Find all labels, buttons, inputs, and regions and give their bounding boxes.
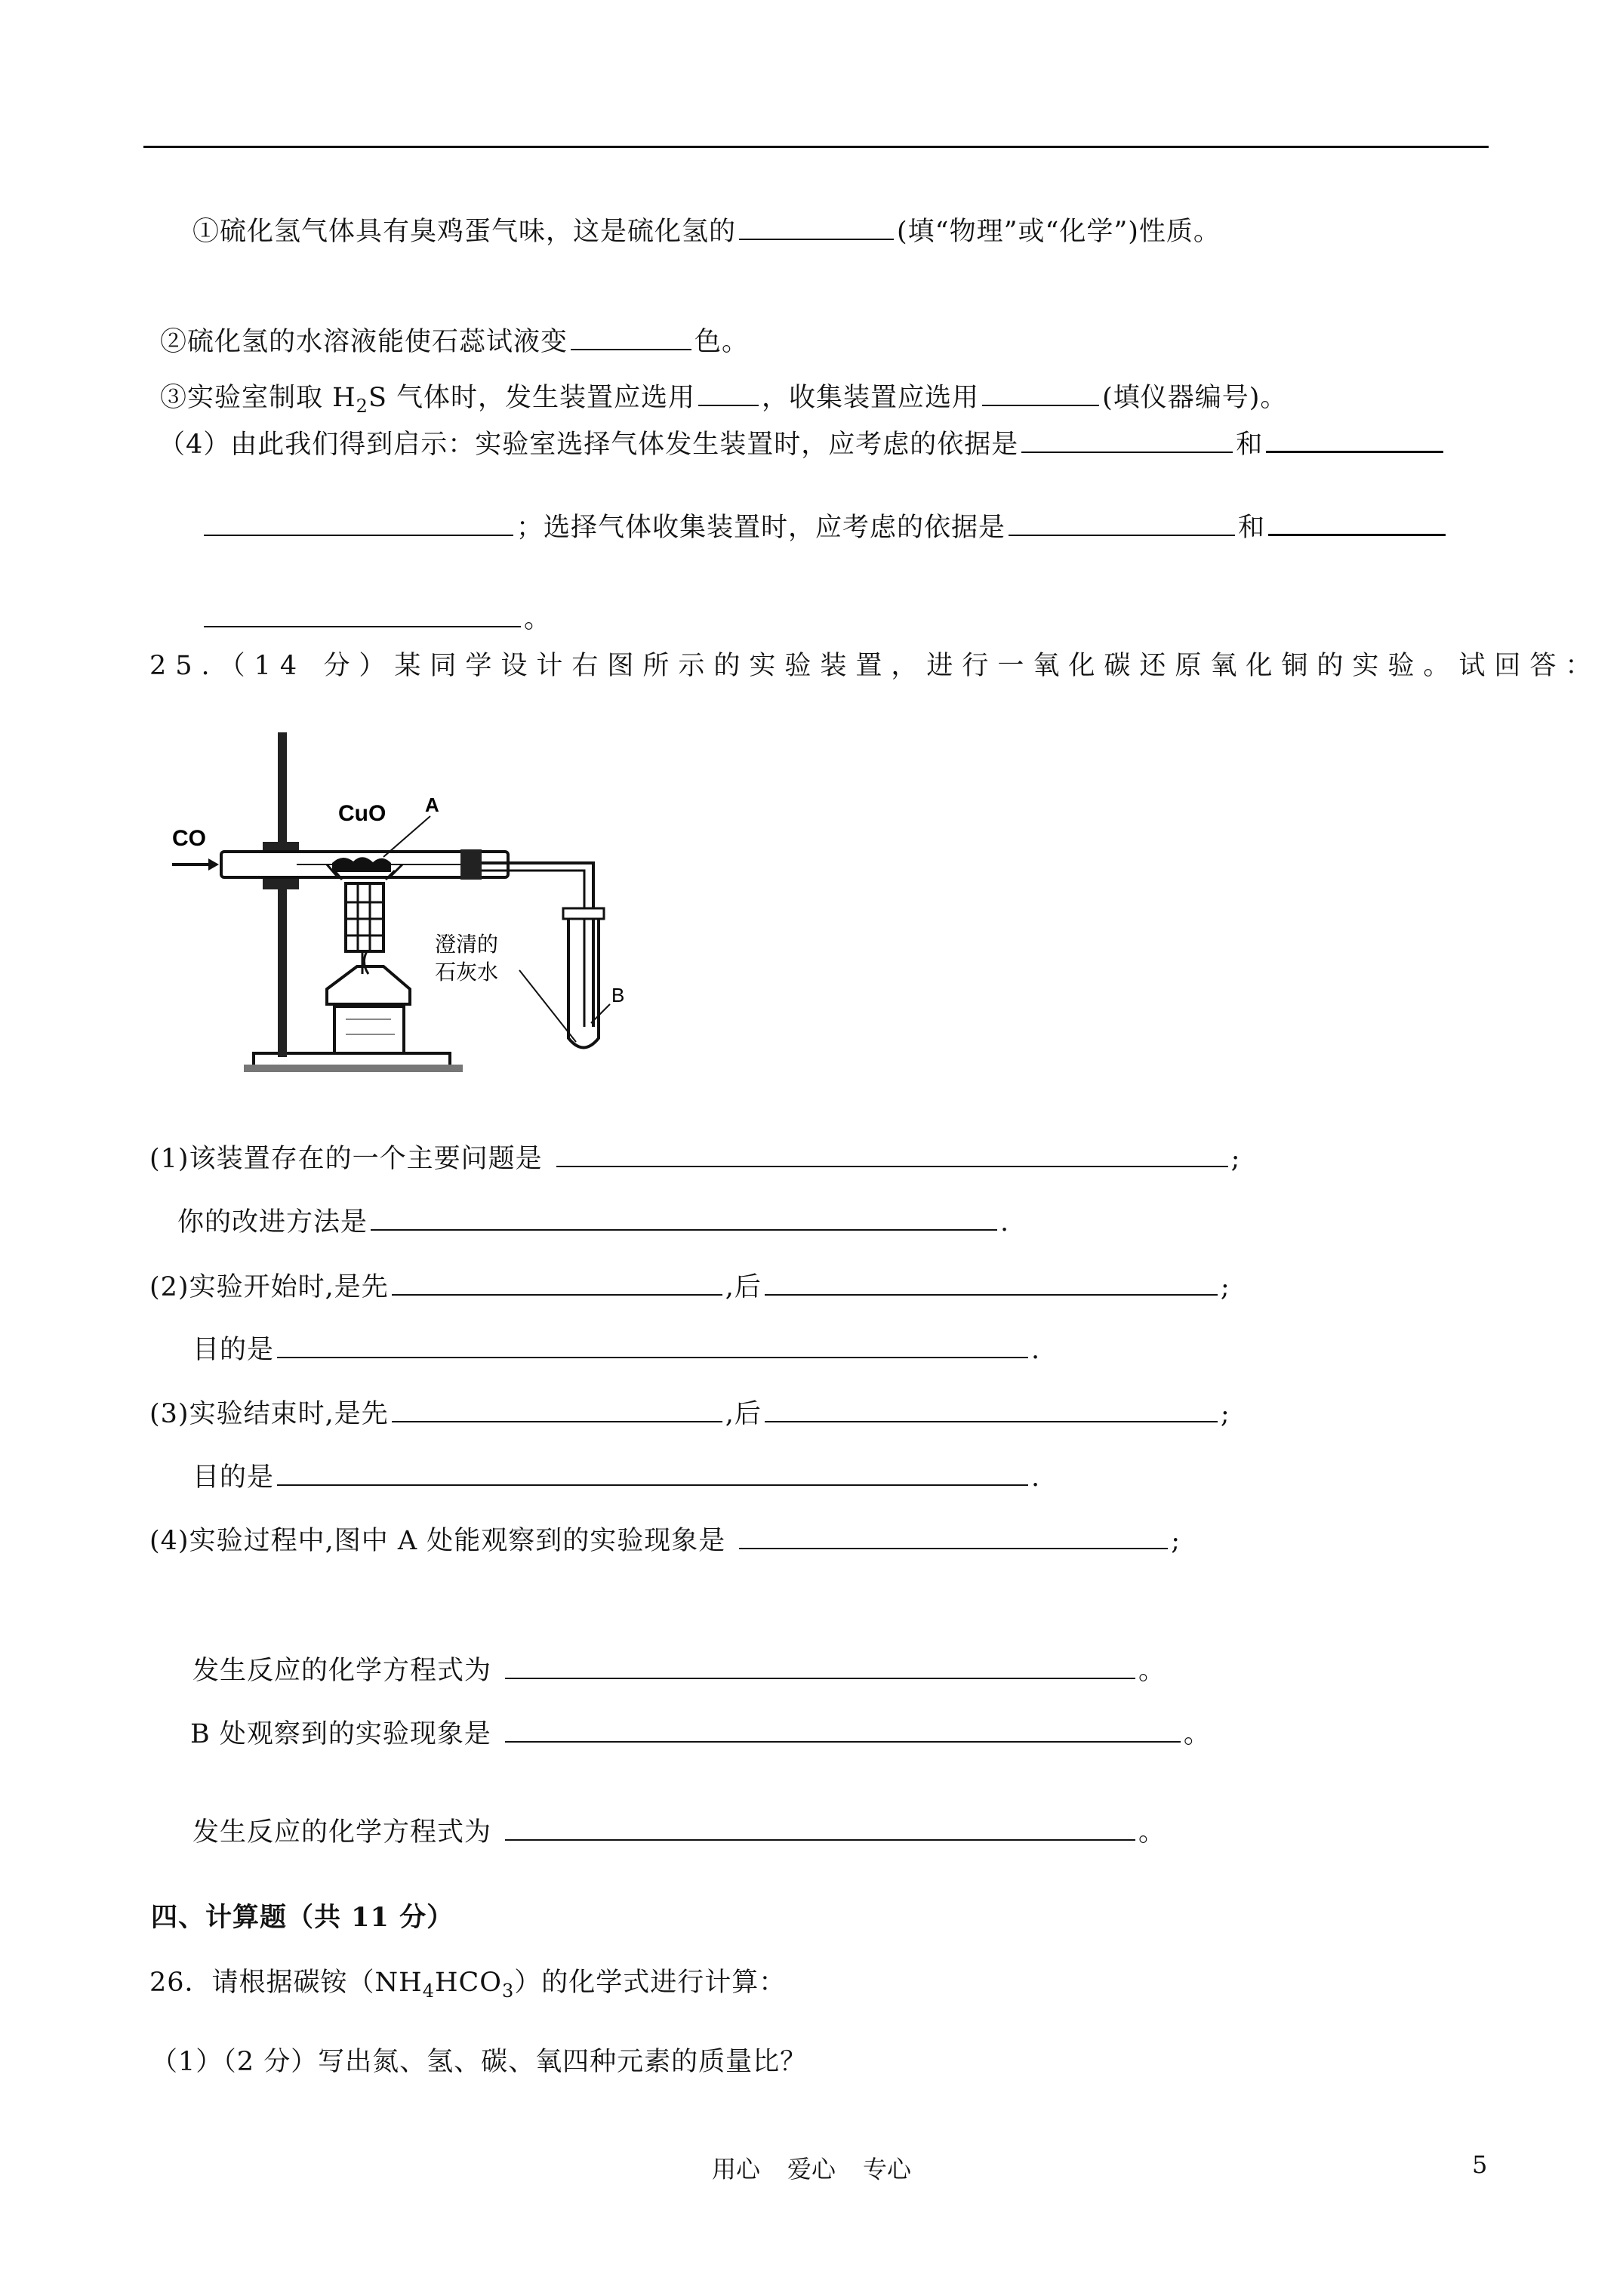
q26-stem: 26．请根据碳铵$(NH_4HCO_3)$的化学式进行计算： [149, 1968, 787, 2002]
stand-base-shadow [244, 1065, 463, 1072]
limewater-label-2: 石灰水 [435, 960, 499, 985]
q25-part4-equation-a: 发生反应的化学方程式为 。 [192, 1652, 1166, 1687]
answer-blank[interactable] [277, 1459, 1028, 1486]
q25-part3: (3)实验结束时,是先 ,后 ; [149, 1395, 1230, 1431]
q25-part4-b-phenomenon: B 处观察到的实验现象是 。 [190, 1715, 1211, 1751]
answer-blank[interactable] [1266, 425, 1443, 453]
answer-blank[interactable] [392, 1268, 722, 1296]
q25-part1: (1)该装置存在的一个主要问题是 ; [149, 1140, 1240, 1176]
q25-intro: 25.（14 分）某同学设计右图所示的实验装置，进行一氧化碳还原氧化铜的实验。试回答： [149, 651, 1601, 681]
b-label: B [611, 984, 625, 1006]
answer-blank[interactable] [371, 1203, 997, 1231]
test-tube-rim [563, 908, 604, 919]
answer-blank[interactable] [1021, 426, 1233, 453]
answer-blank[interactable] [277, 1331, 1028, 1358]
answer-blank[interactable] [1268, 508, 1446, 536]
answer-blank[interactable] [698, 379, 759, 406]
page-number: 5 [1472, 2150, 1488, 2179]
co-reduction-apparatus-figure [165, 721, 648, 1102]
limewater-label-1: 澄清的 [435, 932, 499, 957]
arrow-head [208, 858, 219, 871]
section4-heading: 四、计算题（共 11 分） [151, 1902, 454, 1933]
stand-rod [278, 732, 287, 1057]
cuo-label: CuO [338, 801, 387, 826]
answer-blank[interactable] [739, 1522, 1168, 1549]
answer-blank[interactable] [505, 1814, 1135, 1841]
q26-part1: （1）（2 分）写出氮、氢、碳、氧四种元素的质量比？ [151, 2047, 808, 2077]
answer-blank[interactable] [1009, 509, 1235, 536]
a-label: A [425, 794, 439, 816]
q24-item2: ②硫化氢的水溶液能使石蕊试液变 色。 [160, 323, 749, 359]
q25-part2-purpose: 目的是 . [192, 1331, 1040, 1367]
wood-block [334, 1006, 404, 1053]
q24-item4-line2: ；选择气体收集装置时，应考虑的依据是 和 [204, 508, 1449, 544]
answer-blank[interactable] [765, 1268, 1218, 1296]
outlet-pipe [482, 863, 593, 1027]
answer-blank[interactable] [204, 600, 521, 627]
q24-item3: ③实验室制取 $H_2S$ 气体时，发生装置应选用 ，收集装置应选用 (填仪器编号)。 [160, 379, 1287, 415]
answer-blank[interactable] [505, 1715, 1181, 1743]
q25-part4-equation-b: 发生反应的化学方程式为 。 [192, 1814, 1166, 1849]
q24-item4: （4）由此我们得到启示：实验室选择气体发生装置时，应考虑的依据是 和 [159, 425, 1446, 461]
answer-blank[interactable] [556, 1140, 1228, 1167]
cuo-powder [332, 857, 391, 872]
footer-motto: 用心 爱心 专心 [711, 2155, 912, 2184]
q25-part1-improve: 你的改进方法是 . [177, 1203, 1009, 1239]
answer-blank[interactable] [739, 213, 894, 240]
answer-blank[interactable] [765, 1395, 1218, 1422]
header-rule [143, 146, 1489, 148]
answer-blank[interactable] [505, 1652, 1135, 1679]
lamp-wick [362, 951, 368, 974]
q25-part4: (4)实验过程中,图中 A 处能观察到的实验现象是 ; [149, 1522, 1181, 1558]
q24-item1: ①硫化氢气体具有臭鸡蛋气味，这是硫化氢的 (填“物理”或“化学”)性质。 [192, 213, 1221, 248]
answer-blank[interactable] [392, 1395, 722, 1422]
q24-item4-line3: 。 [204, 600, 551, 636]
q25-part3-purpose: 目的是 . [192, 1459, 1040, 1494]
q25-part2: (2)实验开始时,是先 ,后 ; [149, 1268, 1230, 1304]
answer-blank[interactable] [571, 323, 691, 350]
co-label: CO [172, 826, 206, 851]
flame-guard [346, 883, 383, 951]
answer-blank[interactable] [204, 509, 513, 536]
answer-blank[interactable] [982, 379, 1099, 406]
stopper [460, 849, 482, 880]
